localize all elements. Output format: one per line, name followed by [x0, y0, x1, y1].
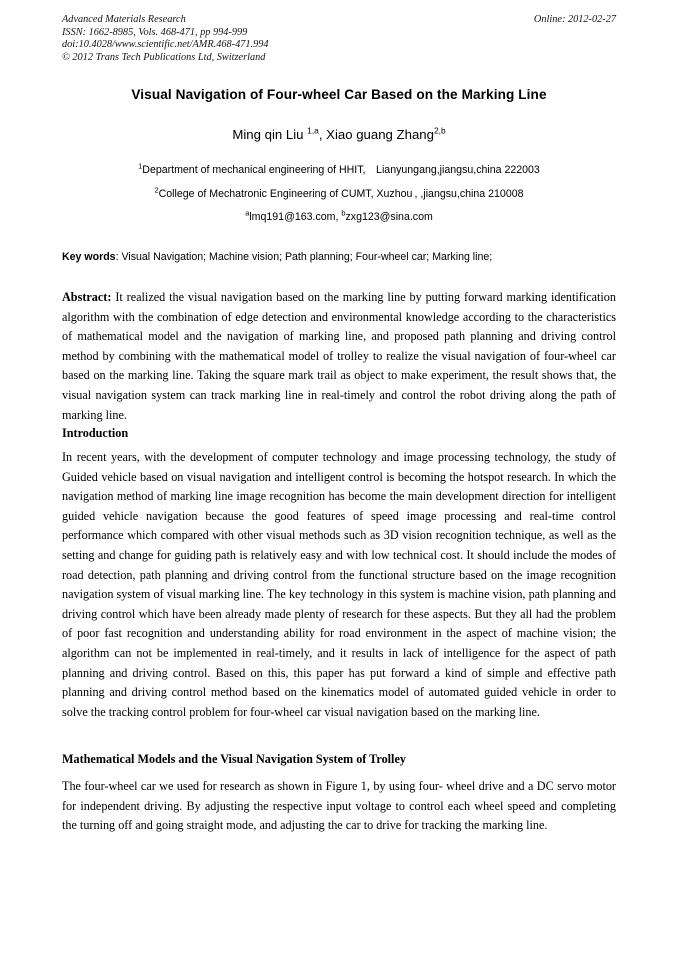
keywords-colon: : [115, 251, 122, 263]
journal-metadata-block [62, 14, 269, 64]
author-name-2: Xiao guang Zhang [326, 127, 434, 142]
email-marker-b: b [341, 208, 346, 218]
online-date: Online: 2012-02-27 [533, 14, 616, 25]
author-affiliation-marker-1: 1,a [307, 125, 319, 136]
author-name-1: Ming qin Liu [232, 127, 304, 142]
page-title: Visual Navigation of Four-wheel Car Based on the Marking Line [131, 87, 547, 102]
affiliation-1 [62, 163, 616, 177]
keywords-line [62, 250, 618, 264]
author-affiliation-marker-2: 2,b [433, 125, 446, 136]
copyright-line: © 2012 Trans Tech Publications Ltd, Switzerland [62, 51, 266, 63]
abstract-label: Abstract: [62, 290, 112, 304]
running-header [62, 14, 616, 64]
section-paragraph-introduction: In recent years, with the development of computer technology and image processing technology, the study of Guided vehicle based on visual navigation and intelligent control is becoming the hotspot research. In which the navigation method of marking line image recognition has become the main development direction for intelligent guided vehicle navigation because the good features of speed image processing and real-time control performance which compared with other visual methods such as 3D vision recognition technique, as well as the setting and change for guiding path is relatively easy and with low technical cost. It should include the modes of road detection, path planning and driving control from the functional structure based on the image recognition navigation system of visual marking line. The key technology in this system is machine vision, path planning and driving control which have been already made plenty of research for these aspects. But they all had the problem of poor fast recognition and understanding ability for road environment in the aspect of machine vision; the algorithm can not be implemented in real-timely, and it results in lack of intelligence for the aspect of path planning and driving control. Based on this, this paper has put forward a kind of simple and effective path planning and driving control method based on the kinematics model of automated guided vehicle in order to solve the tracking control problem for four-wheel car visual navigation based on the marking line. [62, 450, 616, 719]
doi-line: doi:10.4028/www.scientific.net/AMR.468-471.994 [62, 39, 269, 51]
journal-name: Advanced Materials Research [62, 14, 186, 25]
email-address-a[interactable]: lmq191@163.com, [249, 211, 339, 223]
email-address-b[interactable]: zxg123@sina.com [345, 211, 433, 223]
affiliation-text-2: College of Mechatronic Engineering of CUMT, Xuzhou , ,jiangsu,china 210008 [158, 188, 524, 200]
keywords-label: Key words [62, 251, 116, 263]
keywords-value: Visual Navigation; Machine vision; Path planning; Four-wheel car; Marking line; [121, 251, 493, 263]
abstract-block [62, 288, 616, 425]
affiliation-2 [62, 187, 616, 201]
affiliation-text-1: Department of mechanical engineering of HHIT, Lianyungang,jiangsu,china 222003 [142, 164, 540, 176]
abstract-text: It realized the visual navigation based on the marking line by putting forward marking identification algorithm with the combination of edge detection and environmental knowledge according to the characteristics of mathematical model and the navigation of marking line, and proposed path planning and driving control method by combining with the mathematical model of trolley to realize the visual navigation of four-wheel car based on the marking line. Taking the square mark trail as object to make experiment, the result shows that, the visual navigation system can track marking line in real-timely and control the robot driving along the path of marking line. [62, 290, 616, 422]
issn-line: ISSN: 1662-8985, Vols. 468-471, pp 994-999 [62, 26, 248, 38]
running-header-row [62, 14, 616, 64]
author-separator: , [318, 127, 327, 142]
author-list [62, 126, 616, 143]
affiliation-marker-1: 1 [138, 161, 143, 171]
section-paragraph-mathematical-models: The four-wheel car we used for research as shown in Figure 1, by using four- wheel drive and a DC servo motor for independent driving. By adjusting the respective input voltage to control each wheel speed and completing the turning off and going straight mode, and adjusting the car to drive for tracking the marking line. [62, 779, 616, 833]
affiliation-marker-2: 2 [154, 185, 159, 195]
email-marker-a: a [245, 208, 250, 218]
author-emails [62, 210, 616, 224]
section-heading-introduction: Introduction [62, 426, 129, 440]
section-heading-mathematical-models: Mathematical Models and the Visual Navigation System of Trolley [62, 752, 406, 766]
